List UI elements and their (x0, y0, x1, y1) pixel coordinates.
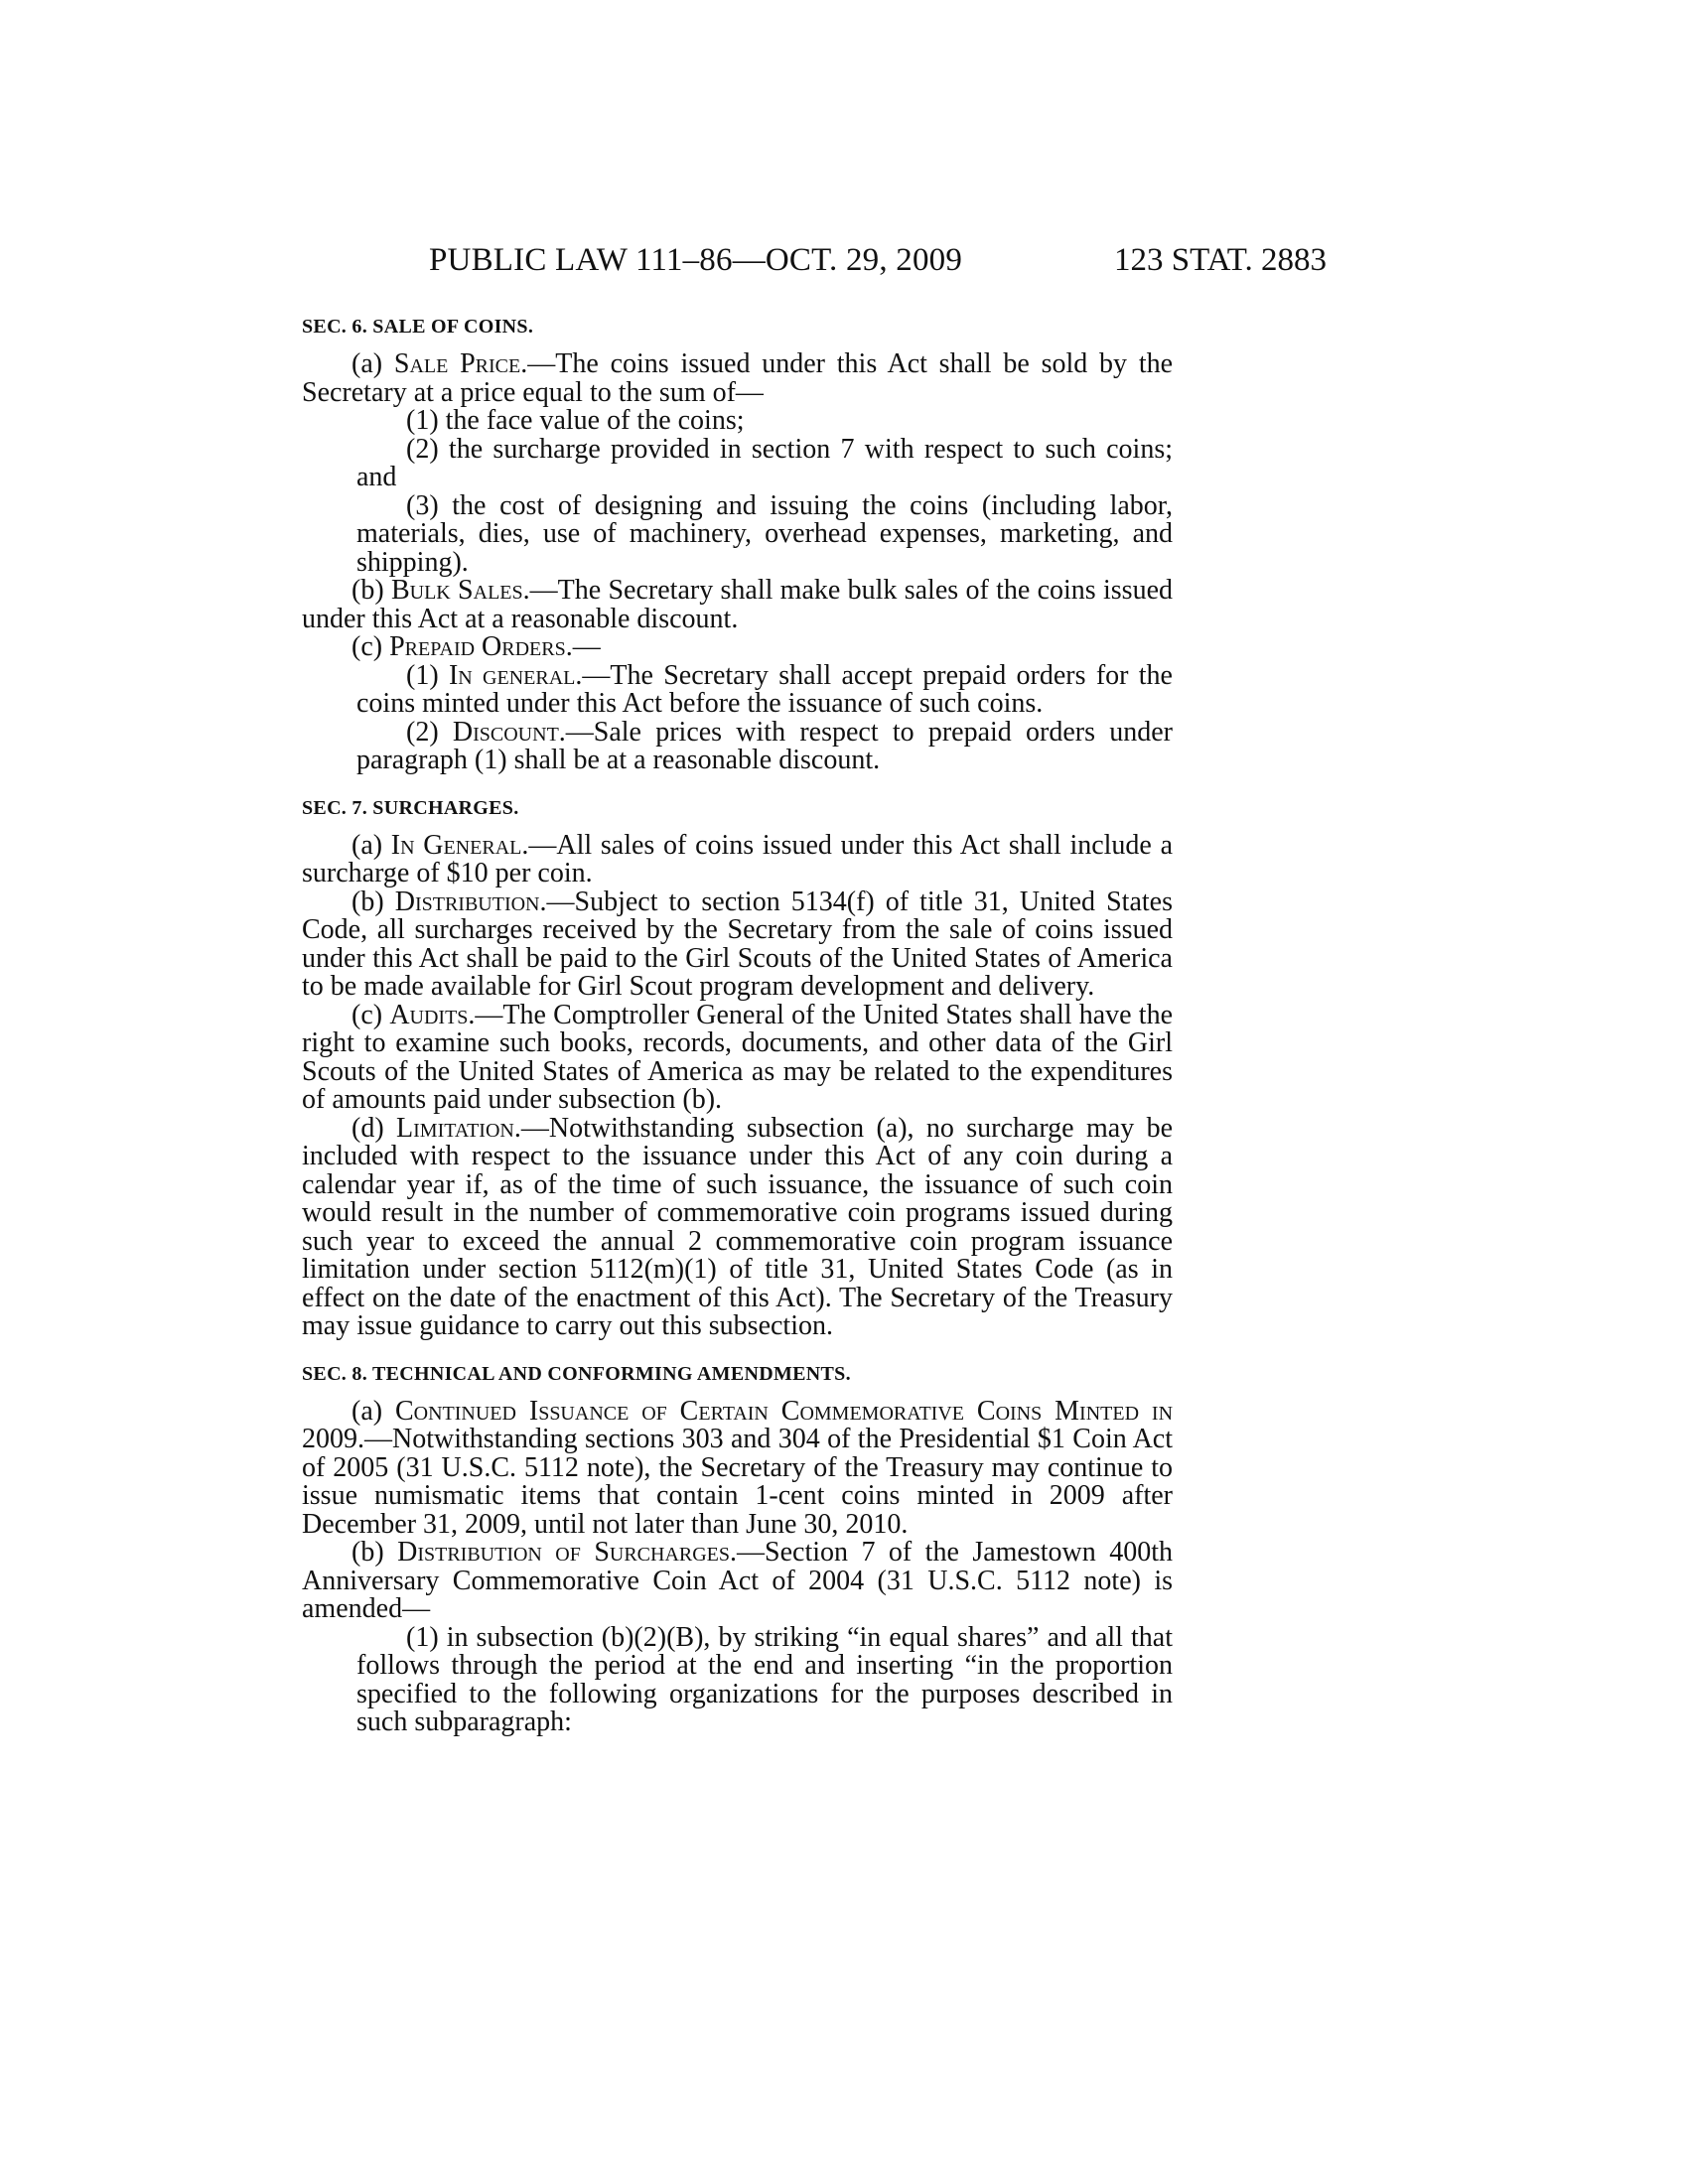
sec7-b-text: .—Subject to section 5134(f) of title 31, United States Code, all surcharges received by the Secretary from the sale of coins issued under this Act shall be paid to the Girl Scouts of the United States of America to be made available for Girl Scout program development and delivery. (302, 886, 1173, 1002)
running-head-title: PUBLIC LAW 111–86—OCT. 29, 2009 (429, 242, 963, 278)
sec8-b-label: (b) (352, 1537, 398, 1568)
sec6-a-caption: Sale Price (393, 348, 521, 379)
sec7-subsection-b (302, 888, 1173, 1002)
sec6-b-text: .—The Secretary shall make bulk sales of the coins issued under this Act at a reasonable discount. (302, 575, 1174, 634)
sec6-a-label: (a) (352, 348, 394, 379)
sec8-a-text: .—Notwithstanding sections 303 and 304 of the Presidential $1 Coin Act of 2005 (31 U.S.C. 5112 note), the Secretary of the Treasury may continue to issue numismatic items that contain 1-cent coins minted in 2009 after December 31, 2009, until not later than June 30, 2010. (302, 1424, 1173, 1540)
section-8-heading: SEC. 8. TECHNICAL AND CONFORMING AMENDMENTS. (302, 1362, 851, 1385)
sec7-c-text: .—The Comptroller General of the United States shall have the right to examine such books, records, documents, and other data of the Girl Scouts of the United States of America as may be related to the expenditures of amounts paid under subsection (b). (302, 999, 1174, 1115)
statute-page-number: 123 STAT. 2883 (1114, 242, 1328, 278)
sec7-b-label: (b) (352, 886, 395, 917)
sec6-c-text: .— (565, 631, 601, 662)
sec7-a-text: .—All sales of coins issued under this Act shall include a surcharge of $10 per coin. (302, 829, 1174, 888)
body-text (302, 316, 1173, 1737)
sec6-a-text: .—The coins issued under this Act shall be sold by the Secretary at a price equal to the sum of— (302, 348, 1174, 408)
sec6-subsection-c (302, 633, 1173, 662)
sec7-a-caption: In General (390, 829, 522, 861)
sec6-paragraph-a1: (1) the face value of the coins; (406, 405, 745, 436)
sec7-c-label: (c) (352, 999, 390, 1030)
sec6-paragraph-c1 (356, 659, 1173, 719)
sec6-b-caption: Bulk Sales (390, 575, 523, 606)
sec7-subsection-a (302, 829, 1174, 888)
sec6-c-caption: Prepaid Orders (389, 631, 566, 662)
section-7-heading: SEC. 7. SURCHARGES. (302, 796, 519, 819)
sec8-b-caption: Distribution of Surcharges (397, 1537, 731, 1568)
sec8-paragraph-b1: (1) in subsection (b)(2)(B), by striking “in equal shares” and all that follows through the period at the end and inserting “in the proportion specified to the following organizations for the purposes described in such subparagraph: (356, 1621, 1173, 1737)
sec6-c1-text: .—The Secretary shall accept prepaid orders for the coins minted under this Act before the issuance of such coins. (356, 659, 1173, 719)
sec6-subsection-b (302, 577, 1173, 633)
sec6-b-label: (b) (352, 575, 391, 606)
sec6-c-label: (c) (352, 631, 390, 662)
sec6-c1-label: (1) (406, 659, 449, 691)
sec7-c-caption: Audits (389, 999, 469, 1030)
sec6-c2-label: (2) (406, 716, 453, 748)
sec8-b-text: .—Section 7 of the Jamestown 400th Anniversary Commemorative Coin Act of 2004 (31 U.S.C. 5112 note) is amended— (302, 1537, 1173, 1624)
sec8-subsection-b (302, 1539, 1173, 1624)
sec6-paragraph-c2 (356, 716, 1173, 775)
sec7-d-text: .—Notwithstanding subsection (a), no surcharge may be included with respect to the issuance under this Act of any coin during a calendar year if, as of the time of such issuance, the issuance of such coin would result in the number of commemorative coin programs issued during such year to exceed the annual 2 commemorative coin program issuance limitation under section 5112(m)(1) of title 31, United States Code (as in effect on the date of the enactment of this Act). The Secretary of the Treasury may issue guidance to carry out this subsection. (302, 1112, 1173, 1341)
page-header (0, 242, 1688, 292)
sec8-a-label: (a) (352, 1395, 395, 1427)
sec7-subsection-c (302, 999, 1174, 1115)
sec7-d-caption: Limitation (396, 1112, 514, 1144)
sec7-b-caption: Distribution (394, 886, 540, 917)
sec6-c2-caption: Discount (452, 716, 559, 748)
sec6-subsection-a (302, 350, 1173, 407)
sec8-subsection-a (302, 1395, 1174, 1540)
sec6-c1-caption: In general (448, 659, 576, 691)
section-6-heading: SEC. 6. SALE OF COINS. (302, 316, 534, 338)
sec7-subsection-d (302, 1112, 1173, 1341)
sec8-a-caption: Continued Issuance of Certain Commemorative Coins Minted in 2009 (302, 1395, 1174, 1454)
sec6-paragraph-a2: (2) the surcharge provided in section 7 with respect to such coins; and (356, 433, 1173, 492)
sec7-d-label: (d) (352, 1112, 397, 1144)
sec6-paragraph-a3: (3) the cost of designing and issuing the coins (including labor, materials, dies, use of machinery, overhead expenses, marketing, and shipping). (356, 489, 1173, 578)
sec7-a-label: (a) (352, 829, 391, 861)
sec6-c2-text: .—Sale prices with respect to prepaid orders under paragraph (1) shall be at a reasonable discount. (356, 716, 1173, 775)
